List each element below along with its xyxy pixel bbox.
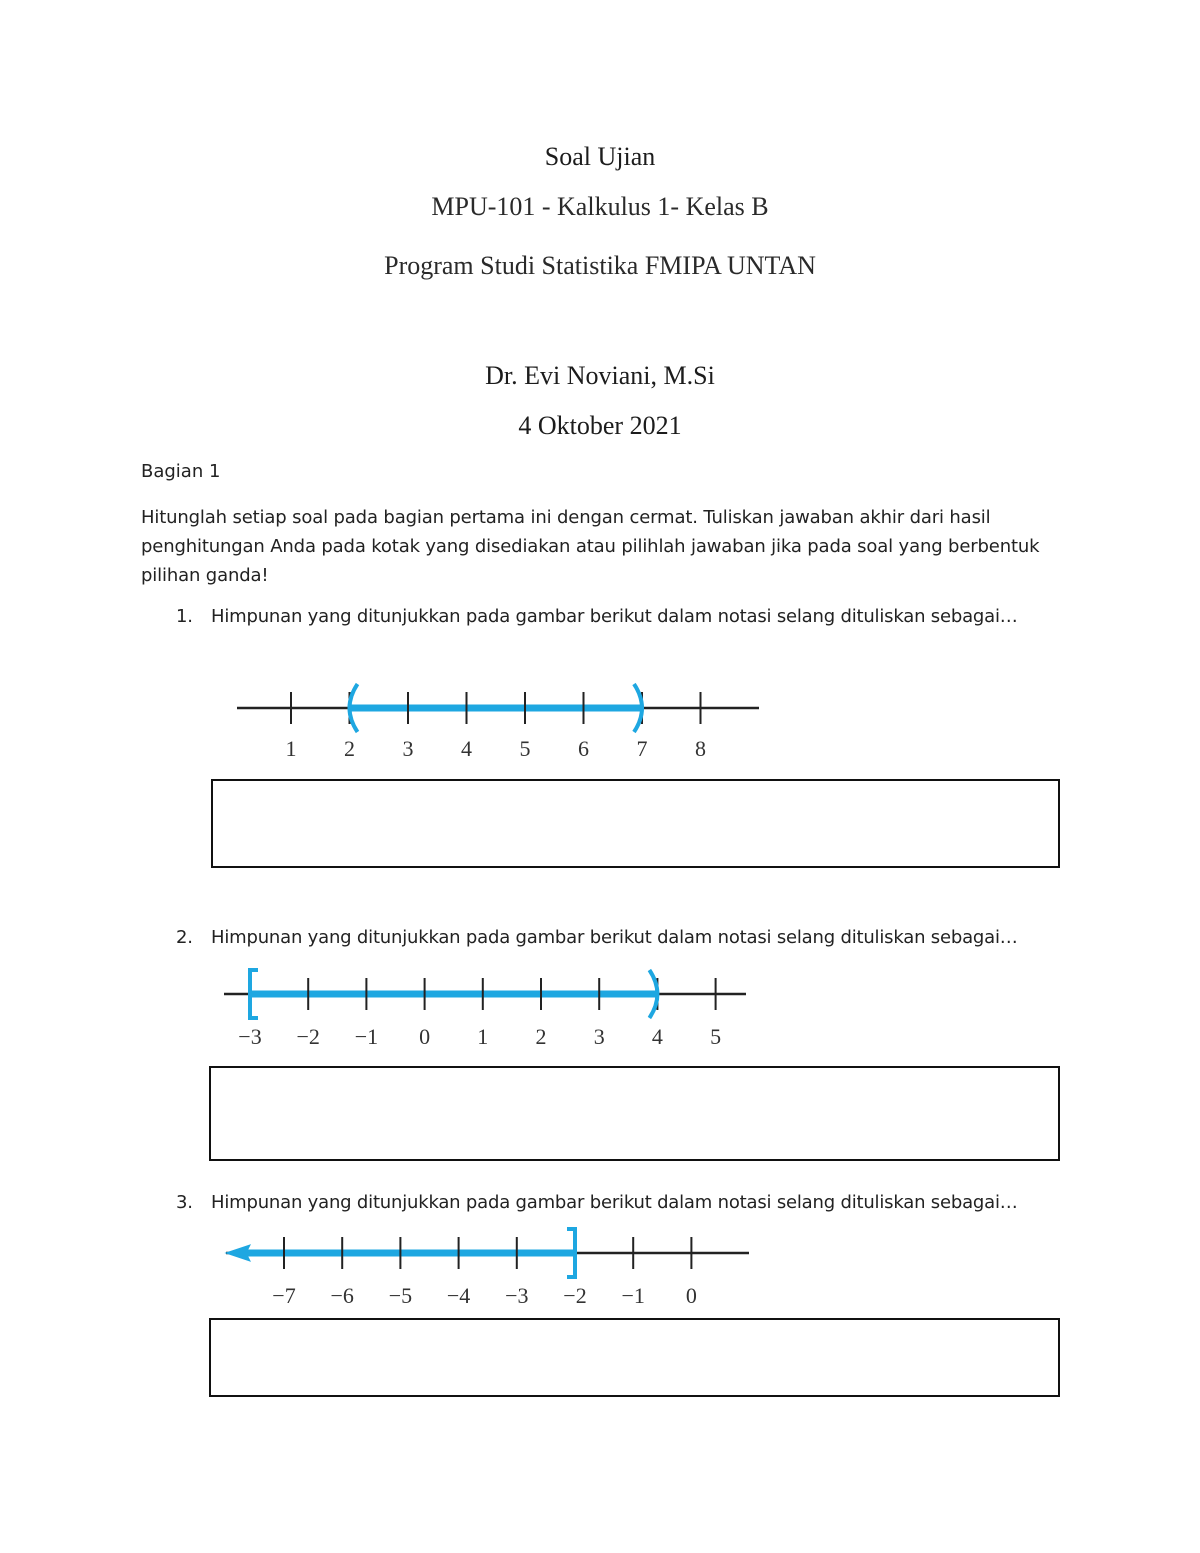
tick-label: 2 <box>344 736 355 761</box>
open-paren-left <box>350 684 358 732</box>
number-line-1-group <box>237 684 759 761</box>
author-name: Dr. Evi Noviani, M.Si <box>485 361 715 390</box>
tick-label: −2 <box>563 1283 587 1308</box>
question-2 <box>176 927 1018 948</box>
exam-date: 4 Oktober 2021 <box>518 411 682 440</box>
tick-label: 6 <box>578 736 589 761</box>
tick-label: −5 <box>388 1283 413 1308</box>
answer-box-3[interactable] <box>209 1318 1060 1397</box>
tick-label: −7 <box>272 1283 296 1308</box>
course-name: MPU-101 - Kalkulus 1- Kelas B <box>431 192 769 221</box>
question-number: 3. <box>176 1192 193 1213</box>
tick-label: 0 <box>419 1024 431 1049</box>
question-3 <box>176 1192 1018 1213</box>
number-line-3-group <box>226 1229 749 1308</box>
tick-label: −3 <box>505 1283 529 1308</box>
tick-label: 4 <box>651 1024 663 1049</box>
tick-label: −3 <box>238 1024 262 1049</box>
open-paren-right <box>649 970 657 1018</box>
tick-label: −1 <box>354 1024 379 1049</box>
arrow-left-icon <box>226 1245 250 1261</box>
question-number: 1. <box>176 606 193 627</box>
tick-label: 3 <box>593 1024 605 1049</box>
closed-bracket-right <box>567 1229 575 1277</box>
tick-label: 1 <box>285 736 297 761</box>
tick-label: 4 <box>461 736 472 761</box>
tick-label: −2 <box>296 1024 320 1049</box>
answer-box-1[interactable] <box>211 779 1060 868</box>
question-text: Himpunan yang ditunjukkan pada gambar berikut dalam notasi selang dituliskan sebagai… <box>211 1192 1018 1213</box>
answer-box-2[interactable] <box>209 1066 1060 1161</box>
question-number: 2. <box>176 927 193 948</box>
tick-label: 5 <box>519 736 531 761</box>
question-1 <box>176 606 1018 627</box>
section-title: Bagian 1 <box>141 461 221 482</box>
section-instructions: Hitunglah setiap soal pada bagian pertama ini dengan cermat. Tuliskan jawaban akhir dari hasil penghitungan Anda pada kotak yang disediakan atau pilihlah jawaban jika pada soal yang berbentuk pilihan ganda! <box>141 507 1040 586</box>
exam-title: Soal Ujian <box>544 142 656 171</box>
tick-label: 3 <box>402 736 414 761</box>
tick-label: −4 <box>446 1283 471 1308</box>
tick-label: 0 <box>685 1283 697 1308</box>
question-text: Himpunan yang ditunjukkan pada gambar berikut dalam notasi selang dituliskan sebagai… <box>211 606 1018 627</box>
tick-label: 5 <box>710 1024 722 1049</box>
tick-label: 2 <box>535 1024 547 1049</box>
open-paren-right <box>634 684 642 732</box>
tick-label: 8 <box>695 736 706 761</box>
study-program: Program Studi Statistika FMIPA UNTAN <box>384 251 816 280</box>
tick-label: 1 <box>477 1024 489 1049</box>
closed-bracket-left <box>250 970 258 1018</box>
tick-label: −1 <box>621 1283 645 1308</box>
question-text: Himpunan yang ditunjukkan pada gambar berikut dalam notasi selang dituliskan sebagai… <box>211 927 1018 948</box>
number-line-2-group <box>224 970 746 1049</box>
tick-label: 7 <box>636 736 648 761</box>
tick-label: −6 <box>330 1283 354 1308</box>
